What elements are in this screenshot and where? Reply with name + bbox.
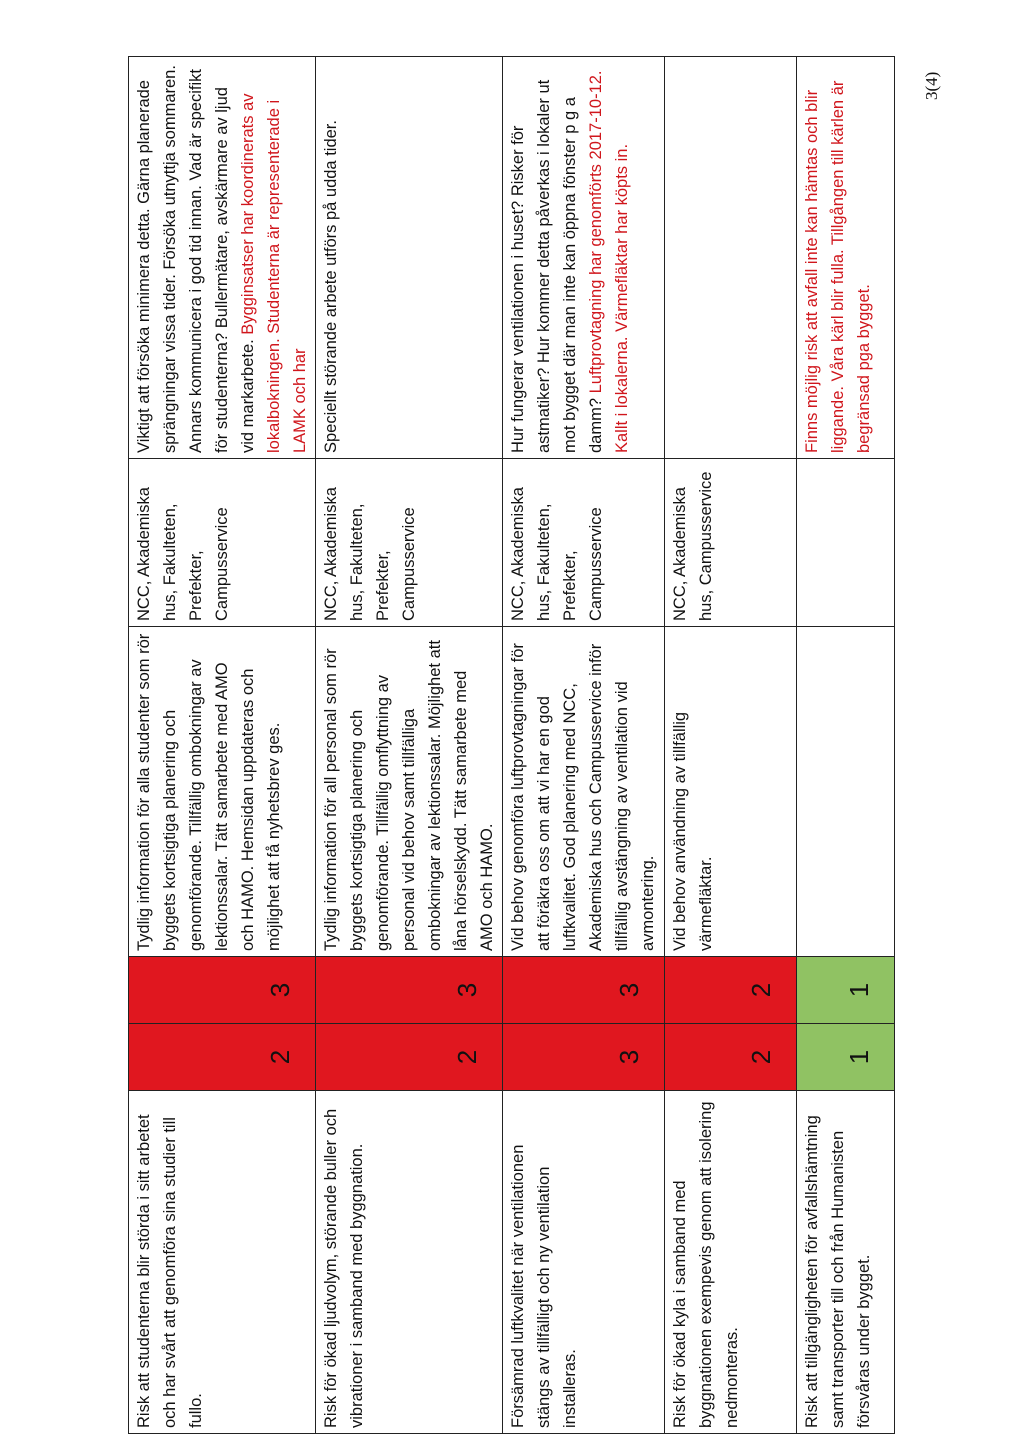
- table-row: [316, 57, 503, 1434]
- probability-cell: 2: [129, 1024, 316, 1091]
- measure-cell: [797, 627, 895, 957]
- responsible-cell: [797, 459, 895, 627]
- comment-followup: Luftprovtagning har genomförts 2017-10-12. Kallt i lokalerna. Värmefläktar har köpts in.: [587, 70, 631, 453]
- table-row: [797, 57, 895, 1434]
- responsible-cell: NCC, Akademiska hus, Fakulteten, Prefekter, Campusservice: [129, 459, 316, 627]
- consequence-cell: 1: [797, 957, 895, 1024]
- consequence-cell: 3: [503, 957, 665, 1024]
- risk-table: [128, 57, 888, 1434]
- probability-cell: 2: [665, 1024, 797, 1091]
- table-row: [503, 57, 665, 1434]
- risk-cell: Risk att studenterna blir störda i sitt arbetet och har svårt att genomföra sina studier till fullo.: [129, 1091, 316, 1434]
- probability-cell: 3: [503, 1024, 665, 1091]
- measure-cell: Tydlig information för all personal som rör byggets kortsigtiga planering och genomförande. Tillfällig omflyttning av personal vid behov samt tillfälliga ombokningar av lektionssalar. Möjlighet att låna hörselskydd. Tätt samarbete med AMO och HAMO.: [316, 627, 503, 957]
- comment-cell: [503, 57, 665, 459]
- measure-cell: Tydlig information för alla studenter som rör byggets kortsigtiga planering och genomförande. Tillfällig ombokningar av lektionssalar. Tätt samarbete med AMO och HAMO. Hemsidan uppdateras och möjlighet att få nyhetsbrev ges.: [129, 627, 316, 957]
- comment-text: Speciellt störande arbete utförs på udda tider.: [322, 120, 340, 453]
- page-number: 3(4): [922, 71, 941, 100]
- consequence-cell: 3: [129, 957, 316, 1024]
- comment-cell: [665, 57, 797, 459]
- risk-cell: Risk att tillgängligheten för avfallshämtning samt transporter till och från Humanisten försvåras under bygget.: [797, 1091, 895, 1434]
- consequence-cell: 3: [316, 957, 503, 1024]
- comment-text: Hur fungerar ventilationen i huset? Risker för astmatiker? Hur kommer detta påverkas i lokaler ut mot bygget där man inte kan öppna fönster p g a damm?: [509, 79, 605, 453]
- responsible-cell: NCC, Akademiska hus, Fakulteten, Prefekter, Campusservice: [316, 459, 503, 627]
- comment-cell: [129, 57, 316, 459]
- measure-cell: Vid behov genomföra luftprovtagningar för att föräkra oss om att vi har en god luftkvalitet. God planering med NCC, Akademiska hus och Campusservice inför tillfällig avstängning av ventilation vid avmontering.: [503, 627, 665, 957]
- risk-cell: Risk för ökad kyla i samband med byggnationen exempevis genom att isolering nedmonteras.: [665, 1091, 797, 1434]
- responsible-cell: NCC, Akademiska hus, Campusservice: [665, 459, 797, 627]
- risk-cell: Försämrad luftkvalitet när ventilationen stängs av tillfälligt och ny ventilation installeras.: [503, 1091, 665, 1434]
- probability-cell: 2: [316, 1024, 503, 1091]
- probability-cell: 1: [797, 1024, 895, 1091]
- table-row: [129, 57, 316, 1434]
- table-row: [665, 57, 797, 1434]
- comment-cell: [316, 57, 503, 459]
- responsible-cell: NCC, Akademiska hus, Fakulteten, Prefekter, Campusservice: [503, 459, 665, 627]
- risk-cell: Risk för ökad ljudvolym, störande buller och vibrationer i samband med byggnation.: [316, 1091, 503, 1434]
- comment-followup: Bygginsatser har koordinerats av lokalbokningen. Studenterna är representerade i LAMK och har: [239, 93, 309, 453]
- comment-text: Viktigt att försöka minimera detta. Gärna planerade sprängningar vissa tider. Försöka utnyttja sommaren. Annars kommunicera i god tid innan. Vad är specifikt för studenterna? Bullermätare, avskärmare av ljud vid markarbete.: [135, 65, 257, 453]
- consequence-cell: 2: [665, 957, 797, 1024]
- comment-followup: Finns möjlig risk att avfall inte kan hämtas och blir liggande. Våra kärl blir fulla. Tillgången till kärlen är begränsad pga bygget.: [803, 80, 873, 453]
- comment-cell: [797, 57, 895, 459]
- measure-cell: Vid behov användning av tillfällig värmefläktar.: [665, 627, 797, 957]
